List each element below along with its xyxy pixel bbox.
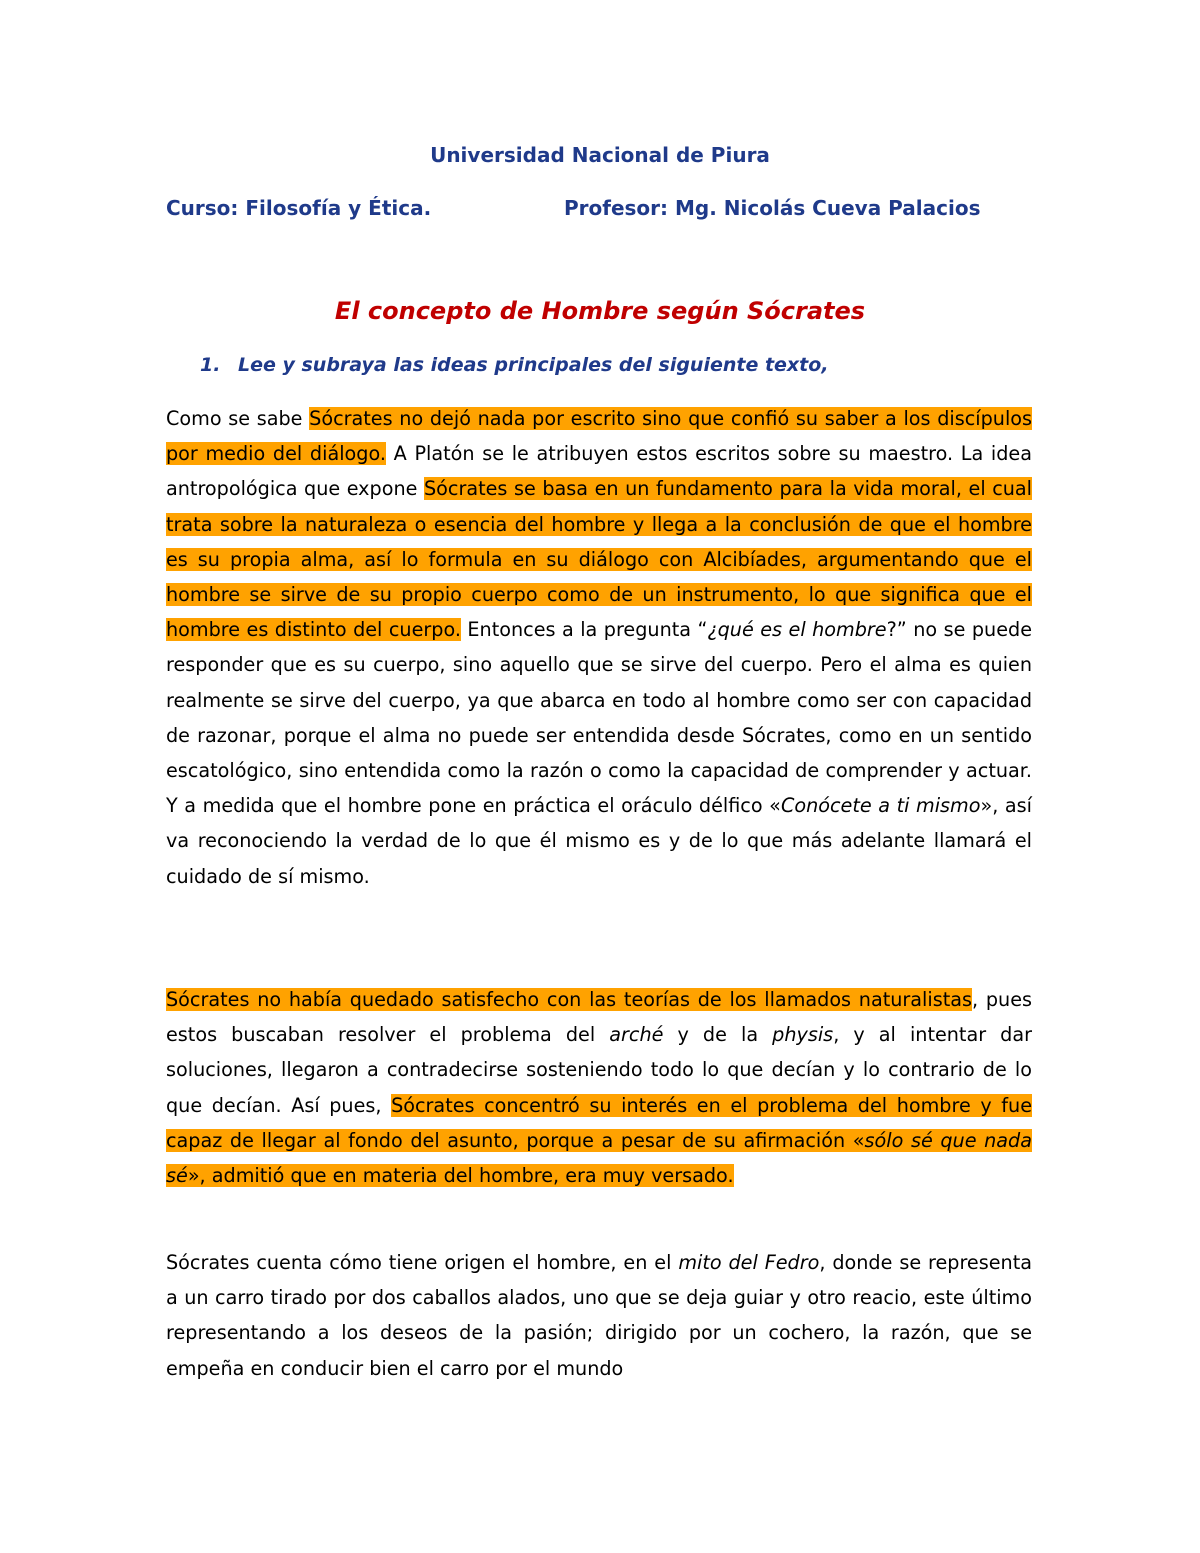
highlighted-text: Sócrates se basa en un fundamento para la vida moral, el cual trata sobre la naturaleza o esencia del hombre y llega a la conclusión de que el hombre es su propia alma, así lo formula en su diálogo con Alcibíades, argumentando que el hombre se sirve de su propio cuerpo como de un instrumento, lo que significa que el hombre es distinto del cuerpo.: [166, 477, 1033, 642]
highlighted-text: Sócrates no había quedado satisfecho con las teorías de los llamados naturalistas: [166, 988, 972, 1011]
instruction-number: 1.: [200, 354, 221, 376]
professor-name: Profesor: Mg. Nicolás Cueva Palacios: [564, 196, 981, 220]
highlighted-text: Sócrates concentró su interés en el problema del hombre y fue capaz de llegar al fondo del asunto, porque a pesar de su afirmación «: [166, 1093, 1032, 1152]
highlighted-text: Sócrates no dejó nada por escrito sino que confió su saber a los discípulos por medio del diálogo.: [166, 407, 1033, 466]
instruction-text: Lee y subraya las ideas principales del siguiente texto,: [238, 354, 829, 376]
text-span: y de la: [663, 1023, 773, 1047]
document-title: El concepto de Hombre según Sócrates: [334, 297, 866, 325]
text-span: Como se sabe: [166, 407, 310, 430]
paragraph-3: [166, 1245, 1032, 1386]
italic-text: physis: [772, 1023, 834, 1047]
text-span: , donde se representa a un carro tirado por dos caballos alados, uno que se deja guiar y otro reacio, este último representando a los deseos de la pasión; dirigido por un cochero, la razón, que se empeña en conducir bien el carro por el mundo: [166, 1251, 1032, 1380]
italic-text: arché: [609, 1023, 664, 1047]
highlighted-text: », admitió que en materia del hombre, era muy versado.: [187, 1164, 734, 1188]
university-name: Universidad Nacional de Piura: [430, 143, 770, 167]
text-span: Entonces a la pregunta “: [460, 618, 708, 642]
text-span: ?” no se puede responder que es su cuerpo, sino aquello que se sirve del cuerpo. Pero el alma es quien realmente se sirve del cuerpo, ya que abarca en todo al hombre como ser con capacidad de razonar, porque el alma no puede ser entendida desde Sócrates, como en un sentido escatológico, sino entendida como la razón o como la capacidad de comprender y actuar. Y a medida que el hombre pone en práctica el oráculo délfico «: [166, 618, 1032, 818]
italic-text: ¿qué es el hombre: [707, 618, 887, 642]
course-name: Curso: Filosofía y Ética.: [166, 196, 432, 220]
text-span: », así va reconociendo la verdad de lo que él mismo es y de lo que más adelante llamará el cuidado de sí mismo.: [166, 794, 1032, 888]
instruction-item: [200, 354, 829, 376]
paragraph-1: [166, 401, 1032, 894]
text-span: , pues estos buscaban resolver el problema del: [166, 988, 1032, 1047]
text-span: Sócrates cuenta cómo tiene origen el hombre, en el: [166, 1251, 679, 1274]
text-span: , y al intentar dar soluciones, llegaron a contradecirse sosteniendo todo lo que decían y lo contrario de lo que decían. Así pues,: [166, 1023, 1033, 1117]
italic-text: Conócete a ti mismo: [780, 794, 981, 818]
highlighted-italic-text: sólo sé que nada sé: [166, 1128, 1032, 1188]
paragraph-2: [166, 982, 1032, 1193]
italic-text: mito del Fedro: [678, 1251, 820, 1274]
text-span: A Platón se le atribuyen estos escritos sobre su maestro. La idea antropológica que expone: [166, 442, 1032, 501]
